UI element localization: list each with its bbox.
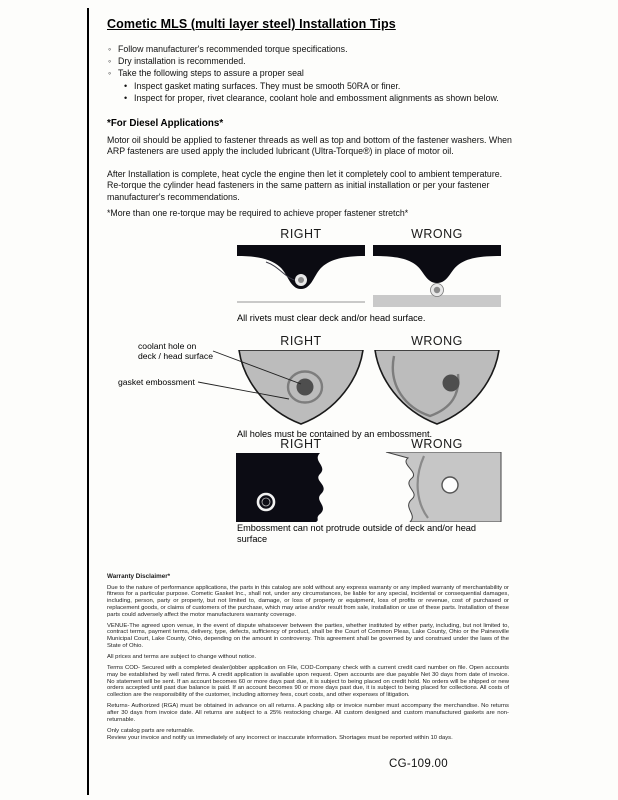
page-title: Cometic MLS (multi layer steel) Installation Tips [107, 17, 396, 31]
disclaimer-review-paragraph: Review your invoice and notify us immediately of any incorrect or inaccurate information. Shortages must be reported within 10 days. [107, 735, 453, 742]
installation-tips-list [108, 43, 499, 104]
diesel-paragraph-retorque: After Installation is complete, heat cycle the engine then let it completely cool to ambient temperature. Re-torque the cylinder head fasteners in the same pattern as initial installation or per your fastener manufacturer's recommendations. [107, 169, 503, 202]
figure2-right-label: RIGHT [280, 334, 322, 348]
tip-sub-item: • Inspect for proper, rivet clearance, coolant hole and embossment alignments as shown below. [124, 92, 499, 104]
disclaimer-terms-paragraph: Terms COD- Secured with a completed dealer/jobber application on File, COD-Company check with a current credit card number on file. Open accounts may be established by well rated firms. A credit application is available upon request. Open accounts are due payable Net 30 days from date of invoice. No statement will be sent. If an account becomes 60 or more days past due, it is subject to being placed on credit hold. No orders will be shipped or new orders accepted until past due balance is paid. If an account becomes 90 or more days past due, it is subject to being placed for collections. All costs of collection are the responsibility of the customer, including attorney fees, court costs, and other expenses of litigation. [107, 665, 509, 699]
diesel-applications-heading: *For Diesel Applications* [107, 118, 224, 129]
tip-item: ◦ Take the following steps to assure a proper seal [108, 67, 499, 79]
disclaimer-warranty-paragraph: Due to the nature of performance applications, the parts in this catalog are sold without any express warranty or any implied warranty of merchantability or fitness for a particular purpose. Cometic Gasket Inc., shall not, under any circumstances, be liable for any special, incidental or consequential damages, including, person, party or property, but not limited to, damage, or loss of property or equipment, loss of profits or revenue, cost of purchased or replacement goods, or claims of customers of the purchase, which may arise and/or result from sale, installation or use of these parts. Installation of these parts could adversely affect the motor manufacturers warranty coverage. [107, 584, 509, 618]
disclaimer-venue-paragraph: VENUE-The agreed upon venue, in the event of dispute whatsoever between the parties, whether instituted by either party, including, but not limited to, contract terms, payment terms, delivery, type, defects, sufficiency of product, shall be the Court of Common Pleas, Lake County, Ohio or the Painesville Municipal Court, Lake County, Ohio, depending on the amount in controversy. This agreement shall be governed by and construed under the laws of the State of Ohio. [107, 622, 509, 649]
disclaimer-prices-paragraph: All prices and terms are subject to change without notice. [107, 654, 256, 661]
protrusion-wrong-figure [372, 452, 502, 522]
protrusion-wrong-illustration [372, 452, 502, 522]
diesel-note: *More than one re-torque may be required to achieve proper fastener stretch* [107, 208, 409, 218]
warranty-disclaimer-section [107, 574, 509, 746]
page-number: CG-109.00 [389, 758, 448, 770]
rivet-clearance-right-figure [236, 245, 366, 307]
protrusion-right-illustration [236, 452, 366, 522]
rivet-right-illustration [236, 245, 366, 307]
tip-item: ◦ Follow manufacturer's recommended torque specifications. [108, 43, 499, 55]
protrusion-right-figure [236, 452, 366, 522]
disclaimer-heading: Warranty Disclaimer* [107, 573, 171, 580]
rivet-clearance-wrong-figure [372, 245, 502, 307]
embossment-right-figure [236, 350, 366, 426]
tip-sub-item: • Inspect gasket mating surfaces. They must be smooth 50RA or finer. [124, 80, 499, 92]
figure1-caption: All rivets must clear deck and/or head surface. [237, 313, 426, 323]
figure3-wrong-label: WRONG [411, 437, 463, 451]
figure1-right-label: RIGHT [280, 227, 322, 241]
page-edge-rule [87, 8, 89, 795]
rivet-wrong-illustration [372, 245, 502, 307]
coolant-hole-callout: coolant hole on deck / head surface [138, 341, 214, 361]
figure3-caption: Embossment can not protrude outside of deck and/or head surface [237, 523, 477, 544]
disclaimer-returns-paragraph: Returns- Authorized (RGA) must be obtained in advance on all returns. A packing slip or invoice number must accompany the merchandise. No returns after 30 days from invoice date. All returns are subject to a 25% restocking charge. All custom designed and custom manufactured gaskets are non-returnable. [107, 703, 509, 723]
figure2-caption: All holes must be contained by an embossment. [237, 429, 433, 439]
tip-item: ◦ Dry installation is recommended. [108, 55, 499, 67]
embossment-wrong-illustration [372, 350, 502, 426]
embossment-wrong-figure [372, 350, 502, 426]
figure2-wrong-label: WRONG [411, 334, 463, 348]
diesel-paragraph-oil: Motor oil should be applied to fastener threads as well as top and bottom of the fastener washers. When ARP fasteners are used apply the included lubricant (Ultra-Torque®) in place of motor oil. [107, 135, 512, 157]
embossment-right-illustration [236, 350, 366, 426]
gasket-embossment-callout: gasket embossment [118, 377, 195, 387]
figure3-right-label: RIGHT [280, 437, 322, 451]
figure1-wrong-label: WRONG [411, 227, 463, 241]
disclaimer-catalog-paragraph: Only catalog parts are returnable. [107, 727, 195, 734]
